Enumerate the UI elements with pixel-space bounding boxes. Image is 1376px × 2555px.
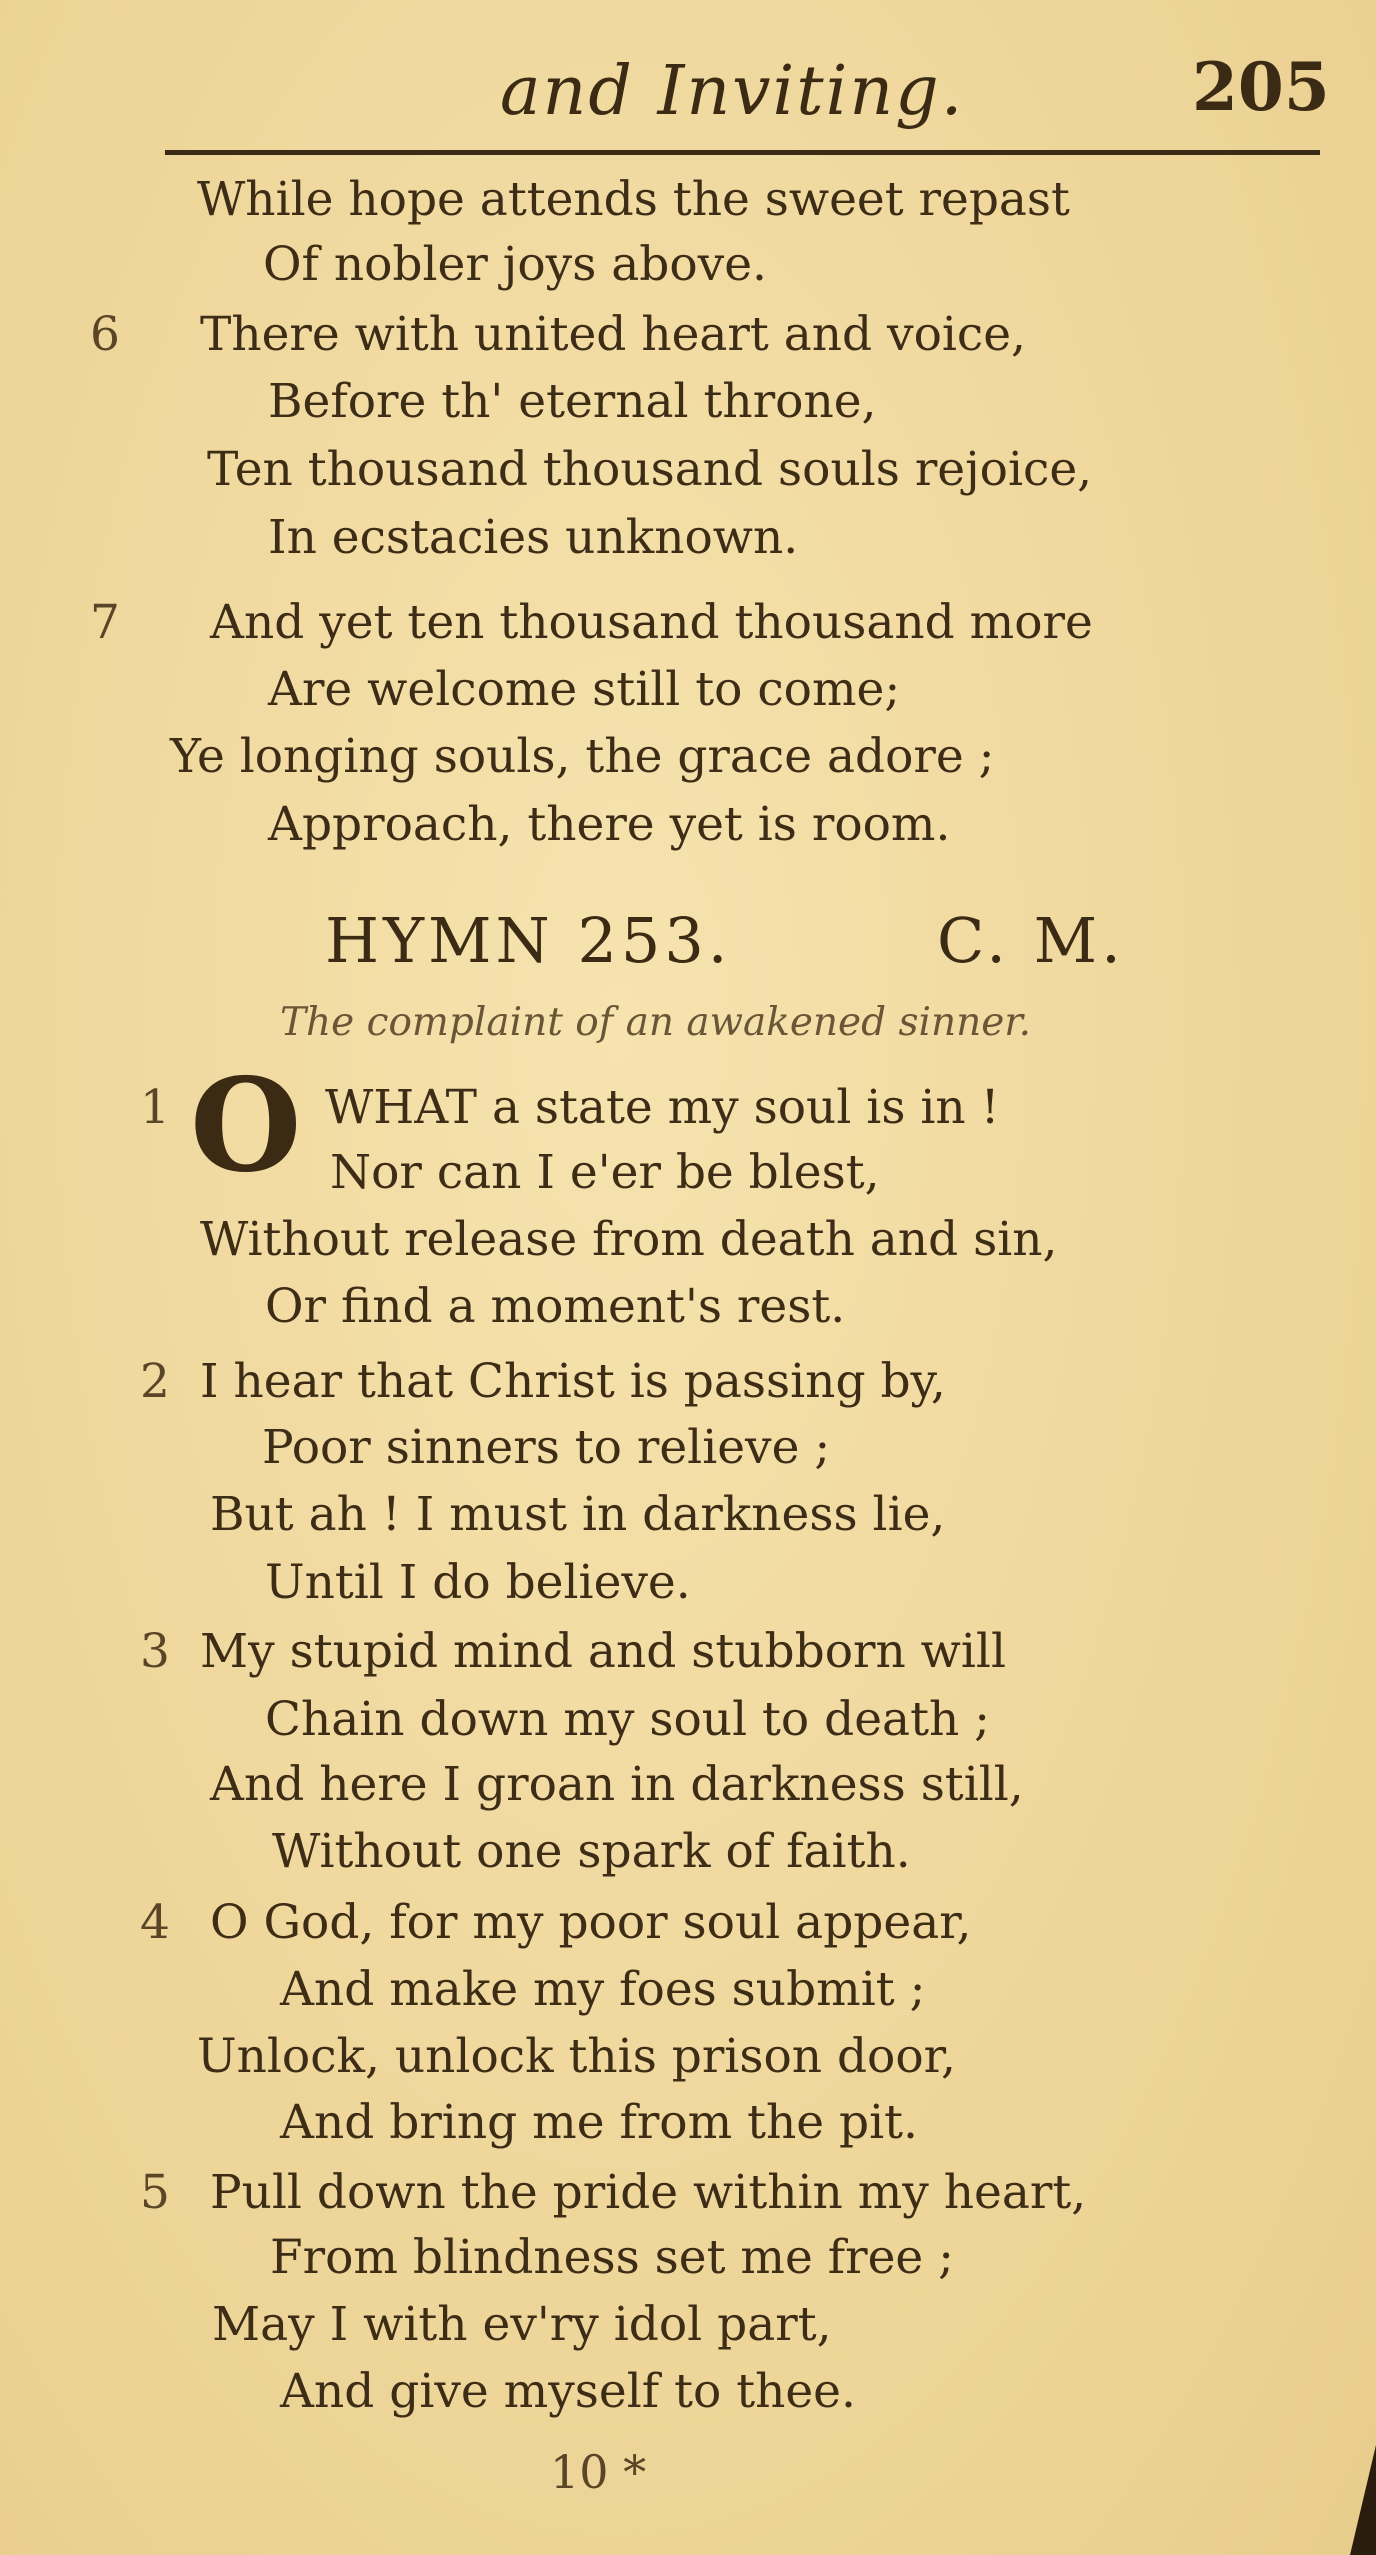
verse-line: And bring me from the pit. [280, 2095, 918, 2150]
verse-line: O God, for my poor soul appear, [210, 1895, 972, 1950]
verse-line: Ten thousand thousand souls rejoice, [207, 442, 1093, 497]
verse-line: Ye longing souls, the grace adore ; [170, 729, 995, 784]
verse-line: Nor can I e'er be blest, [330, 1145, 880, 1200]
page-edge-shadow [1350, 2445, 1376, 2555]
header-rule [165, 150, 1320, 155]
verse-line: And give myself to thee. [280, 2364, 856, 2419]
page-number: 205 [1192, 48, 1330, 126]
drop-cap: O [190, 1051, 302, 1201]
verse-line: There with united heart and voice, [200, 307, 1026, 362]
verse-line: Approach, there yet is room. [268, 797, 951, 852]
verse-line: But ah ! I must in darkness lie, [210, 1487, 946, 1542]
running-head: and Inviting. [500, 52, 965, 131]
verse-line: In ecstacies unknown. [268, 510, 799, 565]
verse-number: 5 [140, 2165, 170, 2220]
verse-line: WHAT a state my soul is in ! [325, 1080, 1000, 1135]
verse-line: From blindness set me free ; [270, 2230, 955, 2285]
verse-number: 2 [140, 1354, 170, 1409]
verse-number: 1 [140, 1080, 170, 1135]
hymn-title: HYMN 253. [325, 904, 732, 977]
hymn-meter: C. M. [937, 904, 1125, 977]
verse-line: And yet ten thousand thousand more [210, 595, 1093, 650]
verse-line: Chain down my soul to death ; [265, 1692, 991, 1747]
verse-number: 7 [90, 595, 120, 650]
verse-line: Poor sinners to relieve ; [262, 1420, 831, 1475]
verse-line: Or find a moment's rest. [265, 1279, 846, 1334]
verse-number: 3 [140, 1624, 170, 1679]
verse-line: Before th' eternal throne, [268, 374, 877, 429]
verse-line: Pull down the pride within my heart, [210, 2165, 1087, 2220]
verse-line: Are welcome still to come; [268, 662, 901, 717]
verse-line: I hear that Christ is passing by, [200, 1354, 946, 1409]
verse-line: While hope attends the sweet repast [197, 172, 1070, 227]
verse-line: Unlock, unlock this prison door, [197, 2029, 956, 2084]
verse-number: 6 [90, 307, 120, 362]
verse-line: And here I groan in darkness still, [210, 1757, 1024, 1812]
verse-line: Of nobler joys above. [263, 237, 767, 292]
signature-mark: 10 * [550, 2445, 647, 2499]
verse-number: 4 [140, 1895, 170, 1950]
verse-line: Without one spark of faith. [272, 1824, 911, 1879]
hymn-subtitle: The complaint of an awakened sinner. [280, 1000, 1032, 1045]
verse-line: My stupid mind and stubborn will [200, 1624, 1006, 1679]
verse-line: And make my foes submit ; [280, 1962, 926, 2017]
verse-line: Without release from death and sin, [200, 1212, 1058, 1267]
verse-line: May I with ev'ry idol part, [212, 2297, 832, 2352]
verse-line: Until I do believe. [265, 1555, 691, 1610]
